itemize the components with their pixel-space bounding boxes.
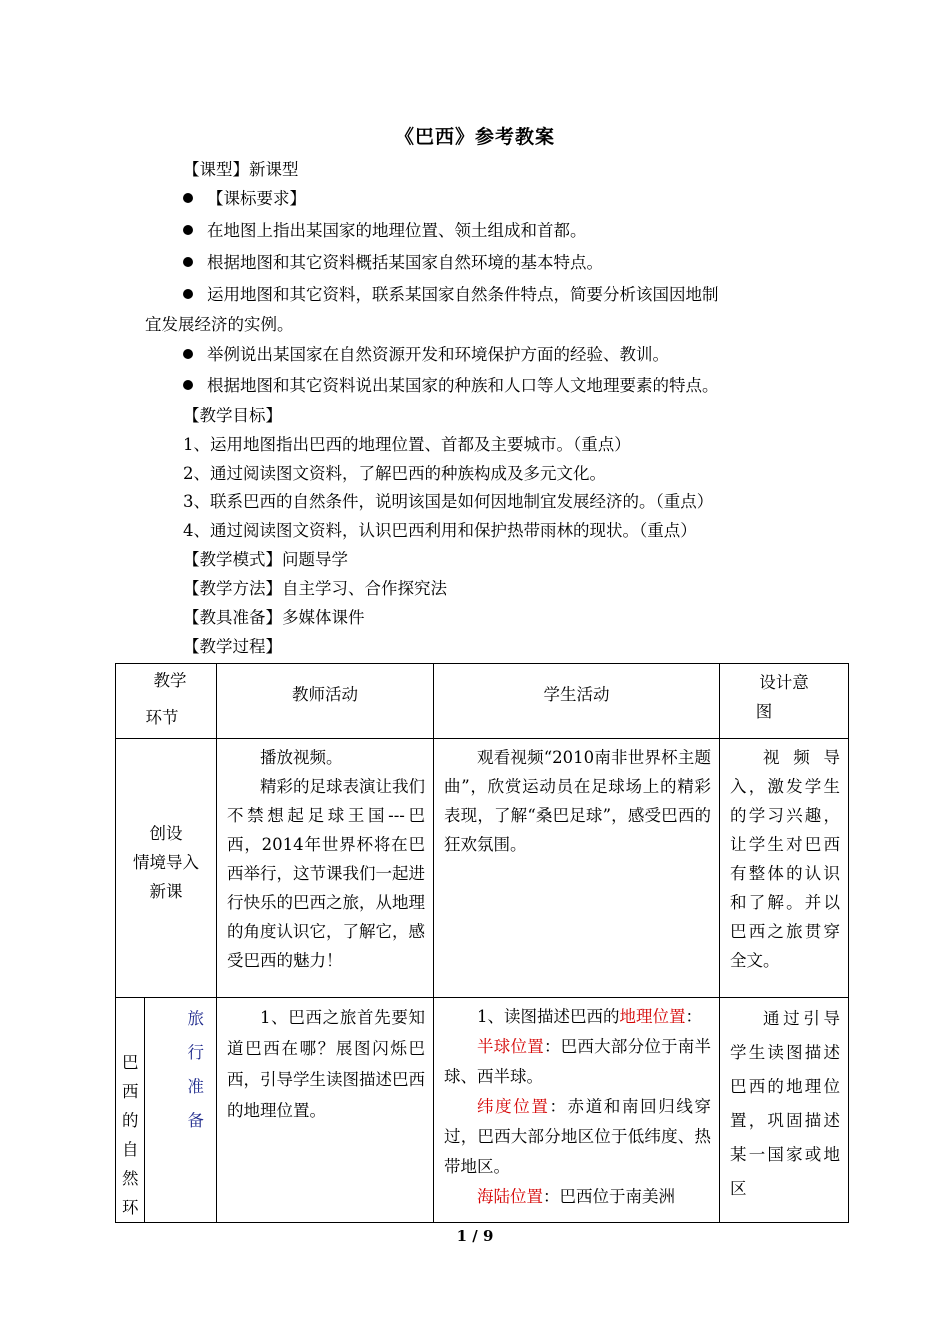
objective-item: 2、通过阅读图文资料，了解巴西的种族构成及多元文化。 (183, 464, 606, 483)
header-teacher: 教师活动 (217, 664, 434, 739)
header-student: 学生活动 (434, 664, 720, 739)
teacher-activity-cell: 1、巴西之旅首先要知道巴西在哪？展图闪烁巴西，引导学生读图描述巴西的地理位置。 (217, 998, 434, 1223)
process-heading: 【教学过程】 (183, 637, 282, 656)
document-title: 《巴西》参考教案 (394, 126, 555, 148)
stage-cell: 创设 情境导入 新课 (116, 739, 217, 998)
header-stage: 教学 环节 (116, 664, 217, 739)
standard-item-continuation: 宜发展经济的实例。 (145, 315, 294, 334)
course-type: 【课型】新课型 (183, 160, 299, 179)
objective-item: 3、联系巴西的自然条件，说明该国是如何因地制宜发展经济的。（重点） (183, 492, 714, 511)
header-design: 设计意 图 (720, 664, 849, 739)
design-intent-cell: 视频导入，激发学生的学习兴趣，让学生对巴西有整体的认识和了解。并以巴西之旅贯穿全文。 (720, 739, 849, 998)
stage-cell: 旅行准备 (145, 998, 217, 1223)
objectives-heading: 【教学目标】 (183, 406, 282, 425)
bullet-icon (183, 380, 193, 390)
process-table (115, 663, 849, 1223)
teaching-mode: 【教学模式】问题导学 (183, 550, 348, 569)
bullet-icon (183, 257, 193, 267)
bullet-icon (183, 225, 193, 235)
standard-item: 根据地图和其它资料概括某国家自然环境的基本特点。 (183, 249, 603, 273)
student-activity-cell: 观看视频“2010南非世界杯主题曲”，欣赏运动员在足球场上的精彩表现，了解“桑巴足球”，感受巴西的狂欢氛围。 (434, 739, 720, 998)
bullet-icon (183, 289, 193, 299)
standard-item: 根据地图和其它资料说出某国家的种族和人口等人文地理要素的特点。 (183, 372, 719, 396)
standard-item: 举例说出某国家在自然资源开发和环境保护方面的经验、教训。 (183, 341, 669, 365)
page-number: 1 / 9 (456, 1227, 494, 1245)
student-activity-cell: 1、读图描述巴西的地理位置： 半球位置：巴西大部分位于南半球、西半球。 纬度位置：赤道和南回归线穿过，巴西大部分地区位于低纬度、热带地区。 海陆位置：巴西位于南美洲 (434, 998, 720, 1223)
table-row (116, 739, 849, 998)
bullet-icon (183, 349, 193, 359)
design-intent-cell: 通过引导学生读图描述巴西的地理位置，巩固描述某一国家或地区 (720, 998, 849, 1223)
standard-item: 运用地图和其它资料，联系某国家自然条件特点，简要分析该国因地制 (183, 281, 719, 305)
bullet-icon (183, 193, 193, 203)
teacher-activity-cell: 播放视频。 精彩的足球表演让我们不禁想起足球王国---巴西，2014年世界杯将在巴西举行，这节课我们一起进行快乐的巴西之旅，从地理的角度认识它，了解它，感受巴西的魅力！ (217, 739, 434, 998)
standards-heading: 【课标要求】 (183, 185, 306, 209)
objective-item: 4、通过阅读图文资料，认识巴西利用和保护热带雨林的现状。（重点） (183, 521, 697, 540)
teaching-tools: 【教具准备】多媒体课件 (183, 608, 365, 627)
objective-item: 1、运用地图指出巴西的地理位置、首都及主要城市。（重点） (183, 435, 631, 454)
section-cell: 巴西的自然环 (116, 998, 145, 1223)
table-row (116, 998, 849, 1223)
teaching-method: 【教学方法】自主学习、合作探究法 (183, 579, 447, 598)
standard-item: 在地图上指出某国家的地理位置、领土组成和首都。 (183, 217, 587, 241)
table-header-row (116, 664, 849, 739)
